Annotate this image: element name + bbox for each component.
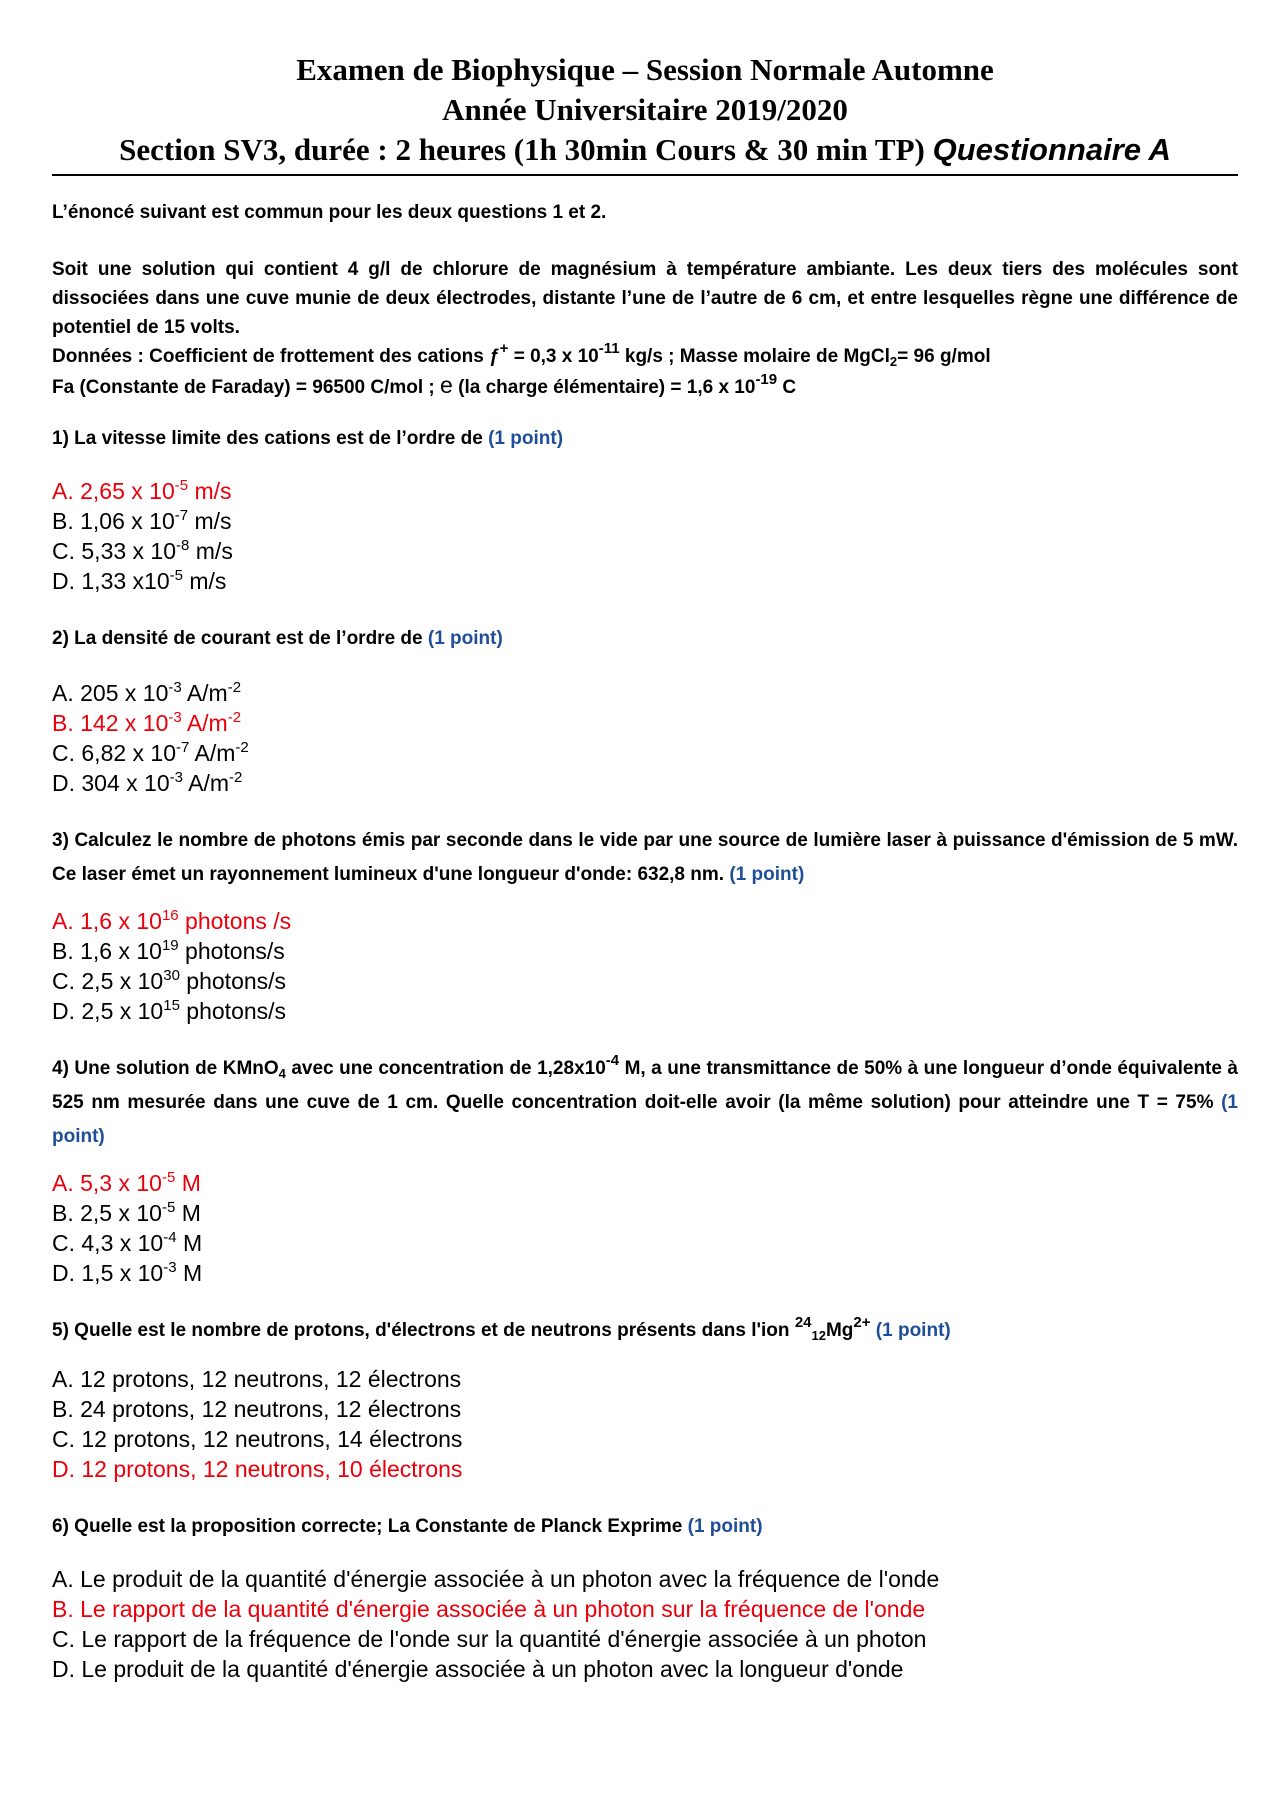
header-title: Examen de Biophysique – Session Normale Automne	[296, 52, 994, 87]
answer-4a-sup: -5	[161, 1169, 176, 1186]
answer-1b-pre: B. 1,06 x 10	[52, 508, 175, 534]
question-2-answers	[52, 678, 1238, 798]
problem-statement	[52, 255, 1238, 402]
answer-3a-pre: A. 1,6 x 10	[52, 908, 162, 934]
question-1-answers	[52, 476, 1238, 596]
question-4-text-a: 4) Une solution de KMnO	[52, 1058, 279, 1079]
data-prefix: Données : Coefficient de frottement des cations	[52, 346, 490, 367]
answer-3d-post: photons/s	[179, 998, 287, 1024]
answer-4a-pre: A. 5,3 x 10	[52, 1170, 162, 1196]
question-6-answers	[52, 1564, 1238, 1684]
answer-3b-sup: 19	[161, 937, 179, 954]
answer-4c-pre: C. 4,3 x 10	[52, 1230, 164, 1256]
answer-3c-pre: C. 2,5 x 10	[52, 968, 164, 994]
ion-charge: 2+	[853, 1314, 871, 1331]
question-1-text: 1) La vitesse limite des cations est de l’ordre de	[52, 428, 489, 449]
answer-4d-pre: D. 1,5 x 10	[52, 1260, 164, 1286]
answer-3d[interactable]	[52, 996, 1238, 1026]
answer-5d[interactable]: D. 12 protons, 12 neutrons, 10 électrons	[52, 1456, 463, 1482]
question-4-text-c: M, a une transmittance de 50% à une longueur d’onde équivalente à 525 nm mesurée dans une cuve de 1 cm. Quelle concentration doit-elle avoir (la même solution) pour atteindre une T = 75%	[52, 1058, 1238, 1113]
answer-6c[interactable]: C. Le rapport de la fréquence de l'onde sur la quantité d'énergie associée à un photon	[52, 1626, 927, 1652]
header-variant: Questionnaire A	[932, 132, 1171, 167]
answer-2a-sup: -3	[168, 679, 182, 696]
charge-symbol: e	[440, 372, 453, 398]
answer-4c-post: M	[176, 1230, 203, 1256]
question-6-points: (1 point)	[687, 1516, 763, 1537]
answer-3b-post: photons/s	[178, 938, 285, 964]
answer-3a-post: photons /s	[178, 908, 292, 934]
answer-5c[interactable]: C. 12 protons, 12 neutrons, 14 électrons	[52, 1426, 463, 1452]
answer-3a-sup: 16	[161, 907, 179, 924]
question-5	[52, 1314, 1238, 1348]
answer-2c-sup: -7	[176, 739, 190, 756]
question-3-answers	[52, 906, 1238, 1026]
header-divider	[52, 174, 1238, 176]
answer-4b-pre: B. 2,5 x 10	[52, 1200, 162, 1226]
answer-1a[interactable]	[52, 476, 1238, 506]
answer-3d-sup: 15	[163, 997, 180, 1014]
answer-3b[interactable]	[52, 936, 1238, 966]
answer-2a-post: A/m	[181, 680, 228, 706]
answer-3c-sup: 30	[163, 967, 180, 984]
answer-3c[interactable]	[52, 966, 1238, 996]
question-3-text: 3) Calculez le nombre de photons émis par seconde dans le vide par une source de lumière laser à puissance d'émission de 5 mW. Ce laser émet un rayonnement lumineux d'une longueur d'onde: 632,8 nm.	[52, 830, 1238, 885]
answer-4a[interactable]	[52, 1168, 1238, 1198]
answer-5a[interactable]: A. 12 protons, 12 neutrons, 12 électrons	[52, 1366, 462, 1392]
question-1-points: (1 point)	[488, 428, 564, 449]
answer-1d-sup: -5	[169, 567, 183, 584]
question-5-text: 5) Quelle est le nombre de protons, d'électrons et de neutrons présents dans l'ion	[52, 1320, 795, 1341]
answer-2b-sup2: -2	[227, 709, 242, 726]
answer-2d-post: A/m	[182, 770, 229, 796]
answer-2b-pre: B. 142 x 10	[52, 710, 169, 736]
question-4-sub: 4	[278, 1066, 286, 1081]
exam-header	[52, 50, 1238, 170]
answer-1b[interactable]	[52, 506, 1238, 536]
answer-3b-pre: B. 1,6 x 10	[52, 938, 162, 964]
charge-unit: C	[777, 377, 797, 398]
answer-4d-sup: -3	[163, 1259, 177, 1276]
header-section	[52, 130, 1238, 170]
question-1	[52, 422, 1238, 456]
mgcl-sub: 2	[889, 354, 898, 369]
answer-3d-pre: D. 2,5 x 10	[52, 998, 164, 1024]
answer-4d-post: M	[176, 1260, 203, 1286]
friction-exp: -11	[598, 340, 620, 357]
answer-2a[interactable]	[52, 678, 1238, 708]
answer-2c[interactable]	[52, 738, 1238, 768]
ion-atomic-number: 12	[811, 1328, 826, 1343]
answer-2b-post: A/m	[181, 710, 228, 736]
question-6	[52, 1510, 1238, 1544]
answer-6b[interactable]: B. Le rapport de la quantité d'énergie associée à un photon sur la fréquence de l'onde	[52, 1596, 926, 1622]
answer-1d-pre: D. 1,33 x10	[52, 568, 170, 594]
question-2-text: 2) La densité de courant est de l’ordre de	[52, 628, 428, 649]
question-4-exp: -4	[605, 1052, 620, 1069]
answer-2d-sup: -3	[169, 769, 183, 786]
molar-mass: = 96 g/mol	[897, 346, 991, 367]
answer-2c-sup2: -2	[235, 739, 249, 756]
ion-element: Mg	[825, 1320, 854, 1341]
answer-2d-pre: D. 304 x 10	[52, 770, 170, 796]
answer-1b-sup: -7	[174, 507, 189, 524]
header-section-text: Section SV3, durée : 2 heures (1h 30min Cours & 30 min TP)	[119, 132, 925, 167]
answer-4b-sup: -5	[161, 1199, 176, 1216]
friction-unit: kg/s ; Masse molaire de MgCl	[619, 346, 890, 367]
answer-2d-sup2: -2	[229, 769, 243, 786]
answer-4b[interactable]	[52, 1198, 1238, 1228]
question-4	[52, 1052, 1238, 1154]
question-5-answers	[52, 1364, 1238, 1484]
answer-2c-post: A/m	[189, 740, 236, 766]
answer-2a-sup2: -2	[227, 679, 242, 696]
ion-mass-number: 24	[794, 1314, 812, 1331]
answer-1d-post: m/s	[182, 568, 227, 594]
question-3	[52, 824, 1238, 892]
answer-2c-pre: C. 6,82 x 10	[52, 740, 177, 766]
answer-1b-post: m/s	[188, 508, 232, 534]
friction-value: = 0,3 x 10	[508, 346, 599, 367]
common-statement: L’énoncé suivant est commun pour les deux questions 1 et 2.	[52, 202, 607, 223]
answer-4a-post: M	[175, 1170, 201, 1196]
answer-4c-sup: -4	[163, 1229, 177, 1246]
answer-1a-post: m/s	[188, 478, 232, 504]
answer-2a-pre: A. 205 x 10	[52, 680, 169, 706]
answer-3c-post: photons/s	[179, 968, 287, 994]
answer-1d[interactable]	[52, 566, 1238, 596]
answer-3a[interactable]	[52, 906, 1238, 936]
header-year: Année Universitaire 2019/2020	[442, 92, 848, 127]
question-4-answers	[52, 1168, 1238, 1288]
problem-data-line	[52, 342, 1238, 371]
charge-text: (la charge élémentaire) = 1,6 x 10	[452, 377, 756, 398]
answer-1a-pre: A. 2,65 x 10	[52, 478, 175, 504]
answer-4b-post: M	[175, 1200, 201, 1226]
question-4-points: (1 point)	[52, 1092, 1238, 1147]
answer-5b[interactable]: B. 24 protons, 12 neutrons, 12 électrons	[52, 1396, 462, 1422]
answer-6d[interactable]: D. Le produit de la quantité d'énergie associée à un photon avec la longueur d'onde	[52, 1656, 904, 1682]
question-3-points: (1 point)	[729, 864, 805, 885]
problem-constants-line	[52, 371, 1238, 402]
question-4-text-b: avec une concentration de 1,28x10	[285, 1058, 606, 1079]
charge-exp: -19	[755, 371, 778, 388]
answer-1c-pre: C. 5,33 x 10	[52, 538, 177, 564]
answer-2b[interactable]	[52, 708, 1238, 738]
question-6-text: 6) Quelle est la proposition correcte; La Constante de Planck Exprime	[52, 1516, 688, 1537]
exam-page	[52, 50, 1238, 1684]
question-2	[52, 622, 1238, 656]
answer-2d[interactable]	[52, 768, 1238, 798]
answer-1a-sup: -5	[174, 477, 189, 494]
friction-symbol: ƒ	[489, 346, 500, 367]
answer-1c-sup: -8	[176, 537, 190, 554]
problem-text: Soit une solution qui contient 4 g/l de chlorure de magnésium à température ambiante. Les deux tiers des molécules sont dissociées dans une cuve munie de deux électrodes, distante l’une de l’autre de 6 cm, et entre lesquelles règne une différence de potentiel de 15 volts.	[52, 259, 1238, 338]
answer-4c[interactable]	[52, 1228, 1238, 1258]
friction-sup: +	[499, 340, 509, 357]
answer-1c[interactable]	[52, 536, 1238, 566]
question-2-points: (1 point)	[427, 628, 503, 649]
question-5-points: (1 point)	[875, 1320, 951, 1341]
answer-1c-post: m/s	[189, 538, 233, 564]
faraday-constant: Fa (Constante de Faraday) = 96500 C/mol ;	[52, 377, 441, 398]
answer-6a[interactable]: A. Le produit de la quantité d'énergie associée à un photon avec la fréquence de l'onde	[52, 1566, 940, 1592]
answer-2b-sup: -3	[168, 709, 182, 726]
answer-4d[interactable]	[52, 1258, 1238, 1288]
